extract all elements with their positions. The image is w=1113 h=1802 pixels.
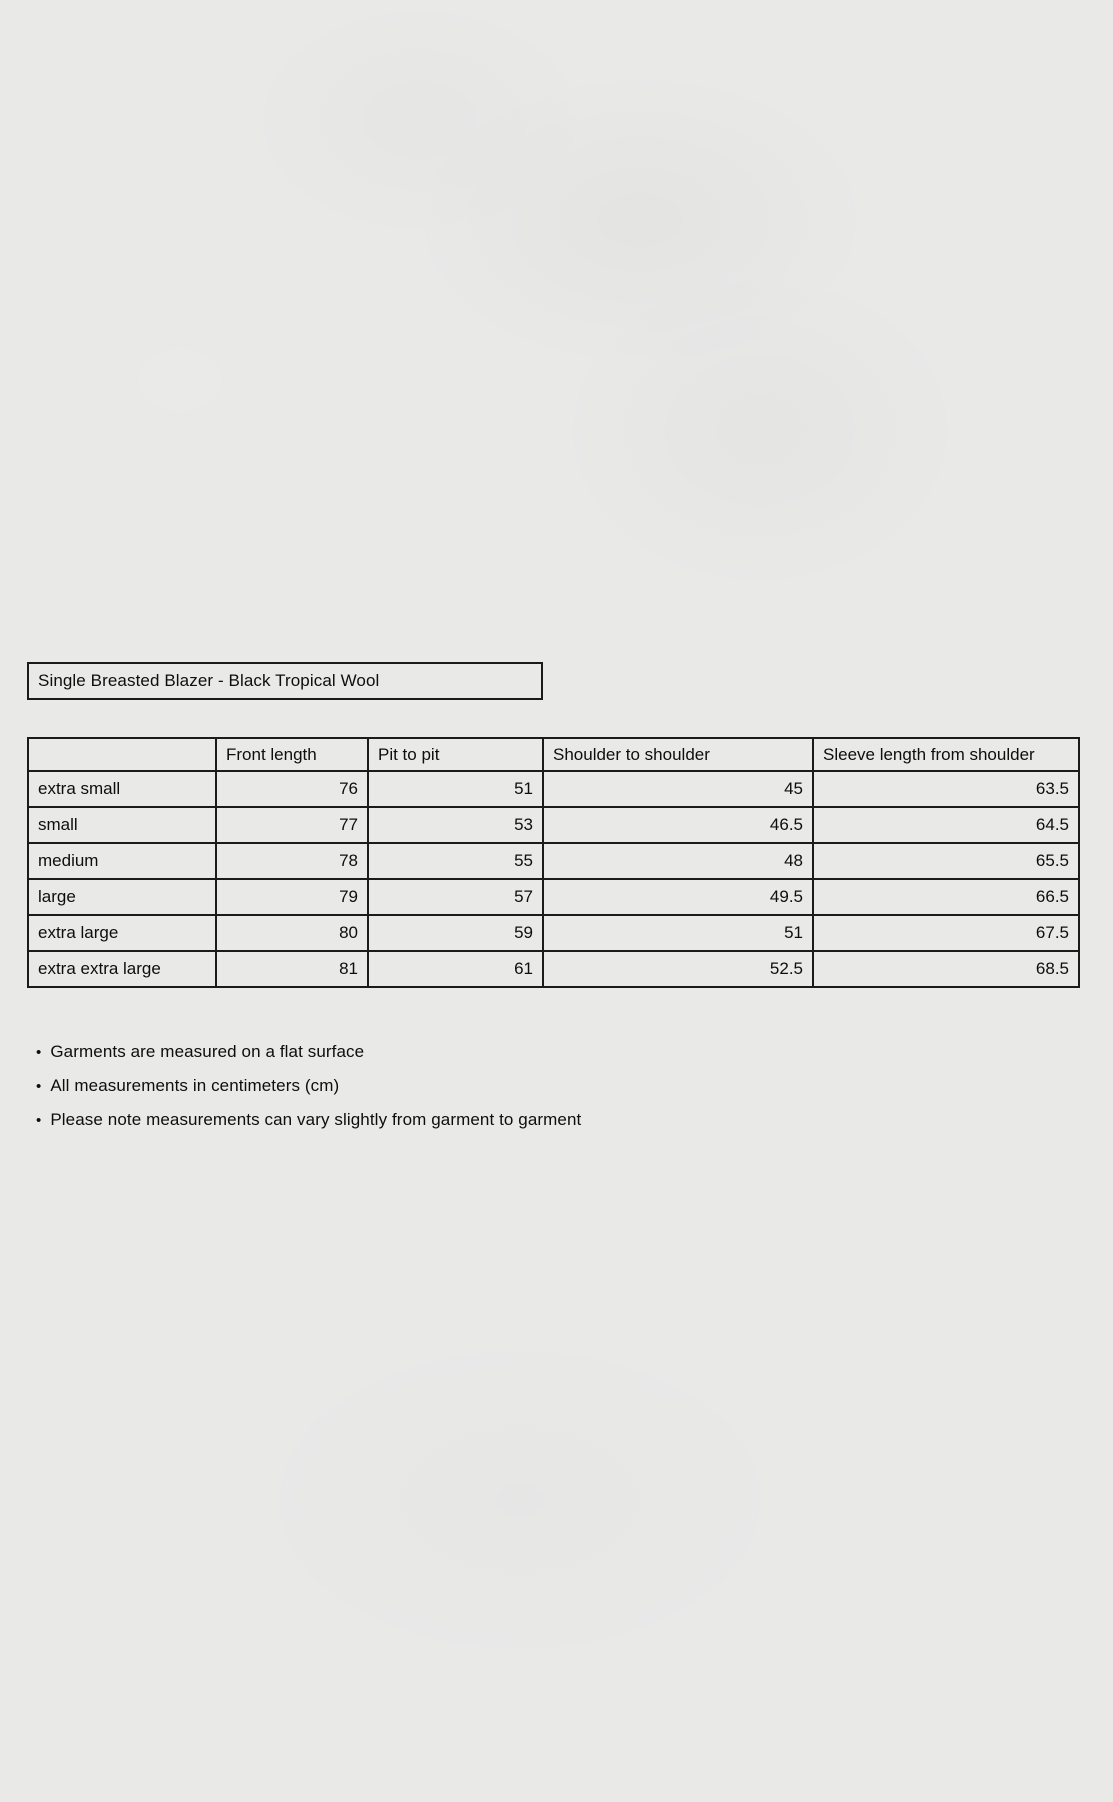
- pit-to-pit-cell: 53: [368, 807, 543, 843]
- column-header-shoulder-to-shoulder: Shoulder to shoulder: [543, 738, 813, 771]
- size-label-cell: extra small: [28, 771, 216, 807]
- front-length-cell: 81: [216, 951, 368, 987]
- pit-to-pit-cell: 51: [368, 771, 543, 807]
- note-text: All measurements in centimeters (cm): [50, 1076, 340, 1095]
- note-item: [36, 1103, 581, 1137]
- note-item: [36, 1069, 581, 1103]
- sleeve-length-cell: 68.5: [813, 951, 1079, 987]
- sleeve-length-cell: 63.5: [813, 771, 1079, 807]
- size-label-cell: extra extra large: [28, 951, 216, 987]
- pit-to-pit-cell: 57: [368, 879, 543, 915]
- size-label-cell: extra large: [28, 915, 216, 951]
- front-length-cell: 78: [216, 843, 368, 879]
- table-row: [28, 951, 1079, 987]
- table-row: [28, 771, 1079, 807]
- column-header-sleeve-length: Sleeve length from shoulder: [813, 738, 1079, 771]
- table-row: [28, 915, 1079, 951]
- table-row: [28, 843, 1079, 879]
- table-header-row: [28, 738, 1079, 771]
- shoulder-to-shoulder-cell: 52.5: [543, 951, 813, 987]
- product-title-box: [27, 662, 543, 700]
- column-header-front-length: Front length: [216, 738, 368, 771]
- front-length-cell: 77: [216, 807, 368, 843]
- note-item: [36, 1035, 581, 1069]
- size-table: [27, 737, 1080, 988]
- front-length-cell: 79: [216, 879, 368, 915]
- sleeve-length-cell: 66.5: [813, 879, 1079, 915]
- shoulder-to-shoulder-cell: 46.5: [543, 807, 813, 843]
- sleeve-length-cell: 65.5: [813, 843, 1079, 879]
- shoulder-to-shoulder-cell: 45: [543, 771, 813, 807]
- notes-list: [36, 1035, 581, 1137]
- table-row: [28, 807, 1079, 843]
- note-text: Please note measurements can vary slightly from garment to garment: [50, 1110, 582, 1129]
- note-text: Garments are measured on a flat surface: [50, 1042, 365, 1061]
- product-title: Single Breasted Blazer - Black Tropical Wool: [38, 671, 380, 690]
- sleeve-length-cell: 67.5: [813, 915, 1079, 951]
- front-length-cell: 76: [216, 771, 368, 807]
- size-label-cell: large: [28, 879, 216, 915]
- table-row: [28, 879, 1079, 915]
- pit-to-pit-cell: 55: [368, 843, 543, 879]
- pit-to-pit-cell: 59: [368, 915, 543, 951]
- size-label-cell: small: [28, 807, 216, 843]
- bullet-icon: •: [36, 1044, 42, 1061]
- shoulder-to-shoulder-cell: 51: [543, 915, 813, 951]
- pit-to-pit-cell: 61: [368, 951, 543, 987]
- sleeve-length-cell: 64.5: [813, 807, 1079, 843]
- size-label-cell: medium: [28, 843, 216, 879]
- shoulder-to-shoulder-cell: 48: [543, 843, 813, 879]
- column-header-size: [28, 738, 216, 771]
- bullet-icon: •: [36, 1078, 42, 1095]
- column-header-pit-to-pit: Pit to pit: [368, 738, 543, 771]
- shoulder-to-shoulder-cell: 49.5: [543, 879, 813, 915]
- bullet-icon: •: [36, 1112, 42, 1129]
- front-length-cell: 80: [216, 915, 368, 951]
